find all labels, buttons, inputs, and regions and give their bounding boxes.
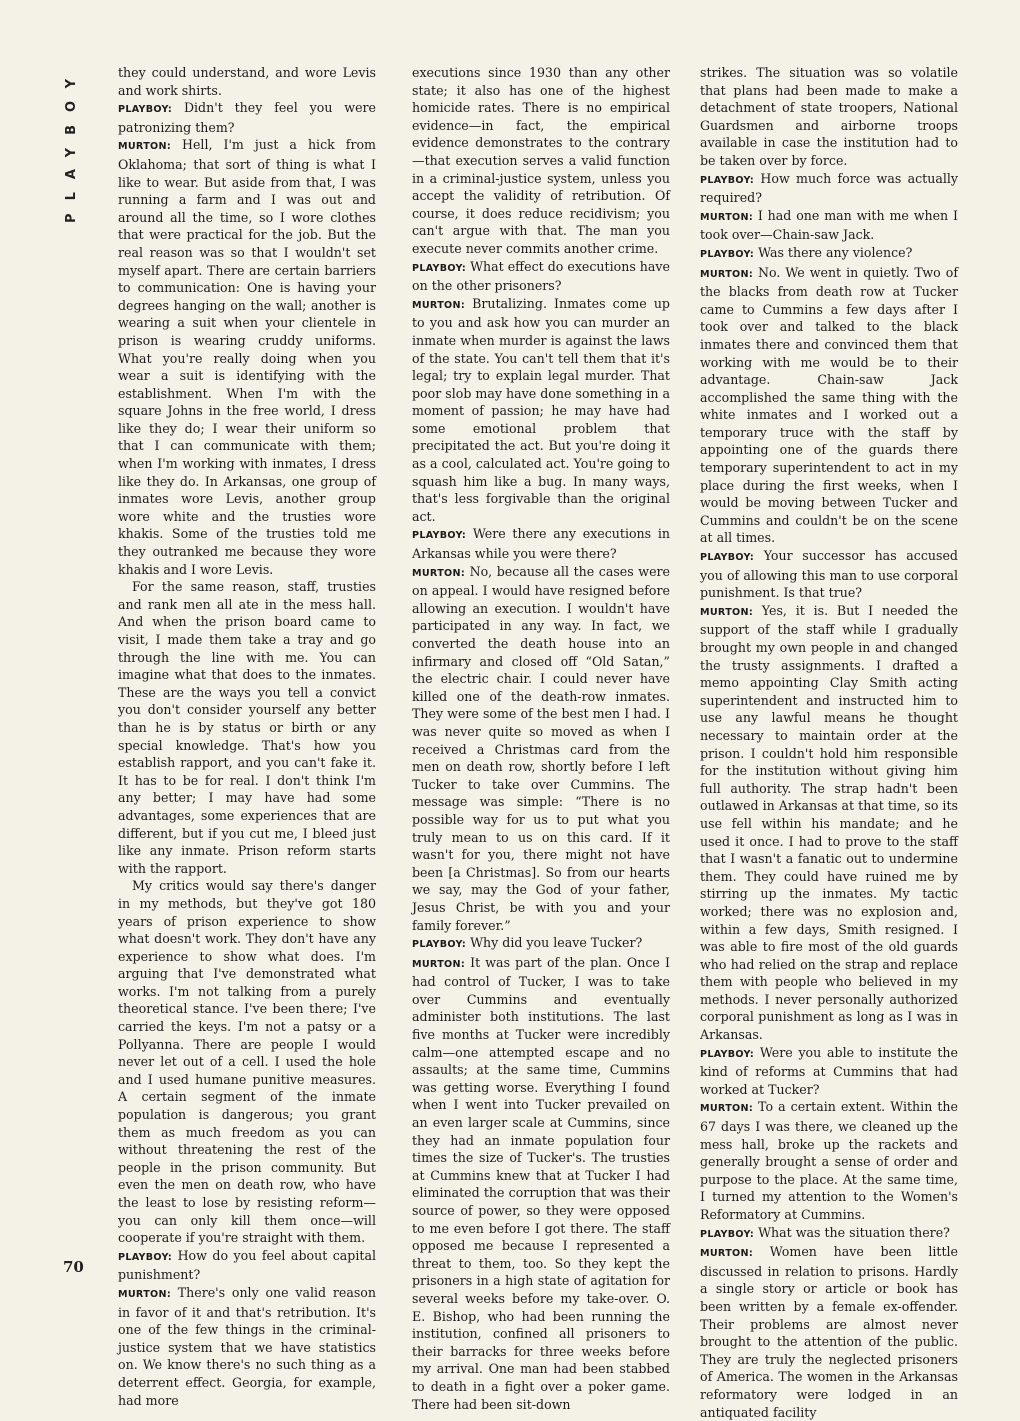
question-paragraph	[700, 244, 958, 264]
question-paragraph	[700, 547, 958, 602]
speaker-label-murton: MURTON:	[700, 606, 753, 618]
speaker-label-playboy: PLAYBOY:	[700, 1048, 755, 1060]
body-paragraph	[412, 64, 670, 258]
question-paragraph	[412, 525, 670, 562]
answer-paragraph	[412, 295, 670, 526]
paragraph-text: they could understand, and wore Levis and work shirts.	[118, 65, 376, 98]
paragraph-text: What effect do executions have on the other prisoners?	[412, 258, 670, 294]
paragraph-text: There's only one valid reason in favor of it and that's retribution. It's one of the few things in the criminal-justice system that we have statistics on. We know there's no such thing as a deterrent effect. Georgia, for example, had more	[118, 1284, 376, 1408]
speaker-label-playboy: PLAYBOY:	[118, 104, 173, 116]
answer-paragraph	[700, 602, 958, 1044]
answer-paragraph	[700, 1243, 958, 1421]
speaker-label-murton: MURTON:	[700, 1248, 753, 1260]
paragraph-text: What was the situation there?	[758, 1224, 950, 1240]
paragraph-text: Hell, I'm just a hick from Oklahoma; that sort of thing is what I like to wear. But aside from that, I was running a farm and I was out and around all the time, so I wore clothes that were practical for the job. But the real reason was so that I wouldn't set myself apart. There are certain barriers to communication: One is having your degrees hanging on the wall; another is wearing a suit when your clientele in prison is wearing cruddy uniforms. What you're really doing when you wear a suit is identifying with the establishment. When I'm with the square Johns in the free world, I dress like they do; I wear their uniform so that I can communicate with them; when I'm working with inmates, I dress like they do. In Arkansas, one group of inmates wore Levis, another group wore white and the trusties wore khakis. Some of the trusties told me they outranked me because they wore khakis and I wore Levis.	[118, 137, 376, 577]
speaker-label-murton: MURTON:	[412, 567, 465, 579]
question-paragraph	[700, 1224, 958, 1244]
speaker-label-murton: MURTON:	[118, 141, 171, 153]
answer-paragraph	[412, 563, 670, 934]
paragraph-text: Brutalizing. Inmates come up to you and ask how you can murder an inmate when murder is against the laws of the state. You can't tell them that it's legal; try to explain legal murder. That poor slob may have done something in a moment of passion; he may have had some emotional problem that precipitated the act. But you're doing it as a cool, calculated act. You're going to squash him like a bug. In many ways, that's less forgivable than the original act.	[412, 295, 670, 524]
speaker-label-playboy: PLAYBOY:	[412, 939, 467, 951]
speaker-label-murton: MURTON:	[700, 211, 753, 223]
paragraph-text: strikes. The situation was so volatile that plans had been made to make a detachment of state troopers, National Guardsmen and airborne troops available in case the institution had to be taken over by force.	[700, 65, 958, 168]
answer-paragraph	[700, 264, 958, 548]
speaker-label-playboy: PLAYBOY:	[700, 248, 755, 260]
question-paragraph	[118, 1247, 376, 1284]
paragraph-text: My critics would say there's danger in my methods, but they've got 180 years of prison experience to show what doesn't work. They don't have any experience to show what does. I'm arguing that I've demonstrated what works. I'm not talking from a purely theoretical stance. I've been there; I've carried the keys. I'm not a patsy or a Pollyanna. There are people I would never let out of a cell. I used the hole and I used humane punitive measures. A certain segment of the inmate population is dangerous; you grant them as much freedom as you can without threatening the rest of the people in the prison community. But even the men on death row, who have the least to lose by resisting reform—you can only kill them once—will cooperate if you're straight with them.	[118, 878, 376, 1246]
paragraph-text: No, because all the cases were on appeal. I would have resigned before allowing an execution. I wouldn't have participated in any way. In fact, we converted the death house into an infirmary and closed off “Old Satan,” the electric chair. I could never have killed one of the death-row inmates. They were some of the best men I had. I was never quite so moved as when I received a Christmas card from the men on death row, shortly before I left Tucker to take over Cummins. The message was simple: “There is no possible way for us to put what you truly mean to us on this card. If it wasn't for you, there might not have been [a Christmas]. So from our hearts we say, may the God of your father, Jesus Christ, be with you and your family forever.”	[412, 563, 670, 933]
speaker-label-playboy: PLAYBOY:	[118, 1251, 173, 1263]
speaker-label-playboy: PLAYBOY:	[700, 552, 755, 564]
paragraph-text: How do you feel about capital punishment?	[118, 1247, 376, 1283]
paragraph-text: For the same reason, staff, trusties and rank men all ate in the mess hall. And when the prison board came to visit, I made them take a tray and go through the line with me. You can imagine what that does to the inmates. These are the ways you tell a convict you don't consider yourself any better than he is by status or birth or any special knowledge. That's how you establish rapport, and you can't fake it. It has to be for real. I don't think I'm any better; I may have had some advantages, some experiences that are different, but if you cut me, I bleed just like any inmate. Prison reform starts with the rapport.	[118, 579, 376, 876]
paragraph-text: I had one man with me when I took over—Chain-saw Jack.	[700, 207, 958, 243]
body-paragraph	[118, 877, 376, 1246]
answer-paragraph	[700, 207, 958, 244]
answer-paragraph	[118, 136, 376, 578]
paragraph-text: Why did you leave Tucker?	[470, 935, 643, 951]
paragraph-text: Your successor has accused you of allowing this man to use corporal punishment. Is that true?	[700, 548, 958, 601]
running-head: PLAYBOY	[64, 66, 79, 223]
question-paragraph	[700, 170, 958, 207]
question-paragraph	[700, 1044, 958, 1099]
paragraph-text: Women have been little discussed in relation to prisons. Hardly a single story or article or book has been written by a female ex-offender. Their problems are almost never brought to the attention of the public. They are truly the neglected prisoners of America. The women in the Arkansas reformatory were lodged in an antiquated facility	[700, 1244, 958, 1420]
paragraph-text: Yes, it is. But I needed the support of the staff while I gradually brought my own people in and changed the trusty assignments. I drafted a memo appointing Clay Smith acting superintendent and instructed him to use any lawful means he thought necessary to maintain order at the prison. I couldn't hold him responsible for the institution without giving him full authority. The strap hadn't been outlawed in Arkansas at that time, so its use fell within his mandate; and he used it once. I had to prove to the staff that I wasn't a fanatic out to undermine them. They could have ruined me by stirring up the inmates. My tactic worked; there was no explosion and, within a few days, Smith resigned. I was able to fire most of the old guards who had relied on the strap and replace them with people who believed in my methods. I never personally authorized corporal punishment as long as I was in Arkansas.	[700, 602, 958, 1043]
speaker-label-murton: MURTON:	[700, 268, 753, 280]
paragraph-text: Were you able to institute the kind of reforms at Cummins that had worked at Tucker?	[700, 1044, 958, 1097]
question-paragraph	[412, 934, 670, 954]
paragraph-text: Was there any violence?	[758, 244, 913, 260]
paragraph-text: executions since 1930 than any other state; it also has one of the highest homicide rates. There is no empirical evidence—in fact, the empirical evidence demonstrates to the contrary—that execution serves a valid function in a criminal-justice system, unless you accept the validity of retribution. Of course, it does reduce recidivism; you can't argue with that. The man you execute never commits another crime.	[412, 65, 670, 256]
column-2	[412, 64, 670, 1413]
answer-paragraph	[118, 1284, 376, 1409]
paragraph-text: How much force was actually required?	[700, 170, 958, 206]
body-paragraph	[700, 64, 958, 170]
speaker-label-murton: MURTON:	[412, 299, 465, 311]
question-paragraph	[118, 99, 376, 136]
speaker-label-playboy: PLAYBOY:	[412, 262, 467, 274]
speaker-label-playboy: PLAYBOY:	[412, 530, 467, 542]
speaker-label-murton: MURTON:	[700, 1103, 753, 1115]
paragraph-text: To a certain extent. Within the 67 days I was there, we cleaned up the mess hall, broke up the rackets and generally brought a sense of order and purpose to the place. At the same time, I turned my attention to the Women's Reformatory at Cummins.	[700, 1099, 958, 1222]
answer-paragraph	[700, 1098, 958, 1223]
column-1	[118, 64, 376, 1409]
paragraph-text: Didn't they feel you were patronizing them?	[118, 100, 376, 135]
speaker-label-playboy: PLAYBOY:	[700, 174, 755, 186]
question-paragraph	[412, 258, 670, 295]
speaker-label-murton: MURTON:	[118, 1288, 171, 1300]
body-paragraph	[118, 64, 376, 99]
page-number: 70	[63, 1258, 84, 1276]
speaker-label-murton: MURTON:	[412, 958, 465, 970]
paragraph-text: Were there any executions in Arkansas while you were there?	[412, 526, 670, 562]
speaker-label-playboy: PLAYBOY:	[700, 1228, 755, 1240]
answer-paragraph	[412, 954, 670, 1413]
body-paragraph	[118, 578, 376, 877]
column-3	[700, 64, 958, 1421]
paragraph-text: No. We went in quietly. Two of the blacks from death row at Tucker came to Cummins a few days after I took over and talked to the black inmates there and convinced them that working with me would be to their advantage. Chain-saw Jack accomplished the same thing with the white inmates and I worked out a temporary truce with the staff by appointing one of the guards there temporary superintendent to act in my place during the first weeks, when I would be moving between Tucker and Cummins and couldn't be on the scene at all times.	[700, 264, 958, 546]
paragraph-text: It was part of the plan. Once I had control of Tucker, I was to take over Cummins and eventually administer both institutions. The last five months at Tucker were incredibly calm—one attempted escape and no assaults; at the same time, Cummins was getting worse. Everything I found when I went into Tucker prevailed on an even larger scale at Cummins, since they had an inmate population four times the size of Tucker's. The trusties at Cummins knew that at Tucker I had eliminated the corruption that was their source of power, so they were opposed to me even before I got there. The staff opposed me because I represented a threat to them, too. So they kept the prisoners in a high state of agitation for several weeks before my take-over. O. E. Bishop, who had been running the institution, confined all prisoners to their barracks for three weeks before my arrival. One man had been stabbed to death in a fight over a poker game. There had been sit-down	[412, 954, 670, 1412]
